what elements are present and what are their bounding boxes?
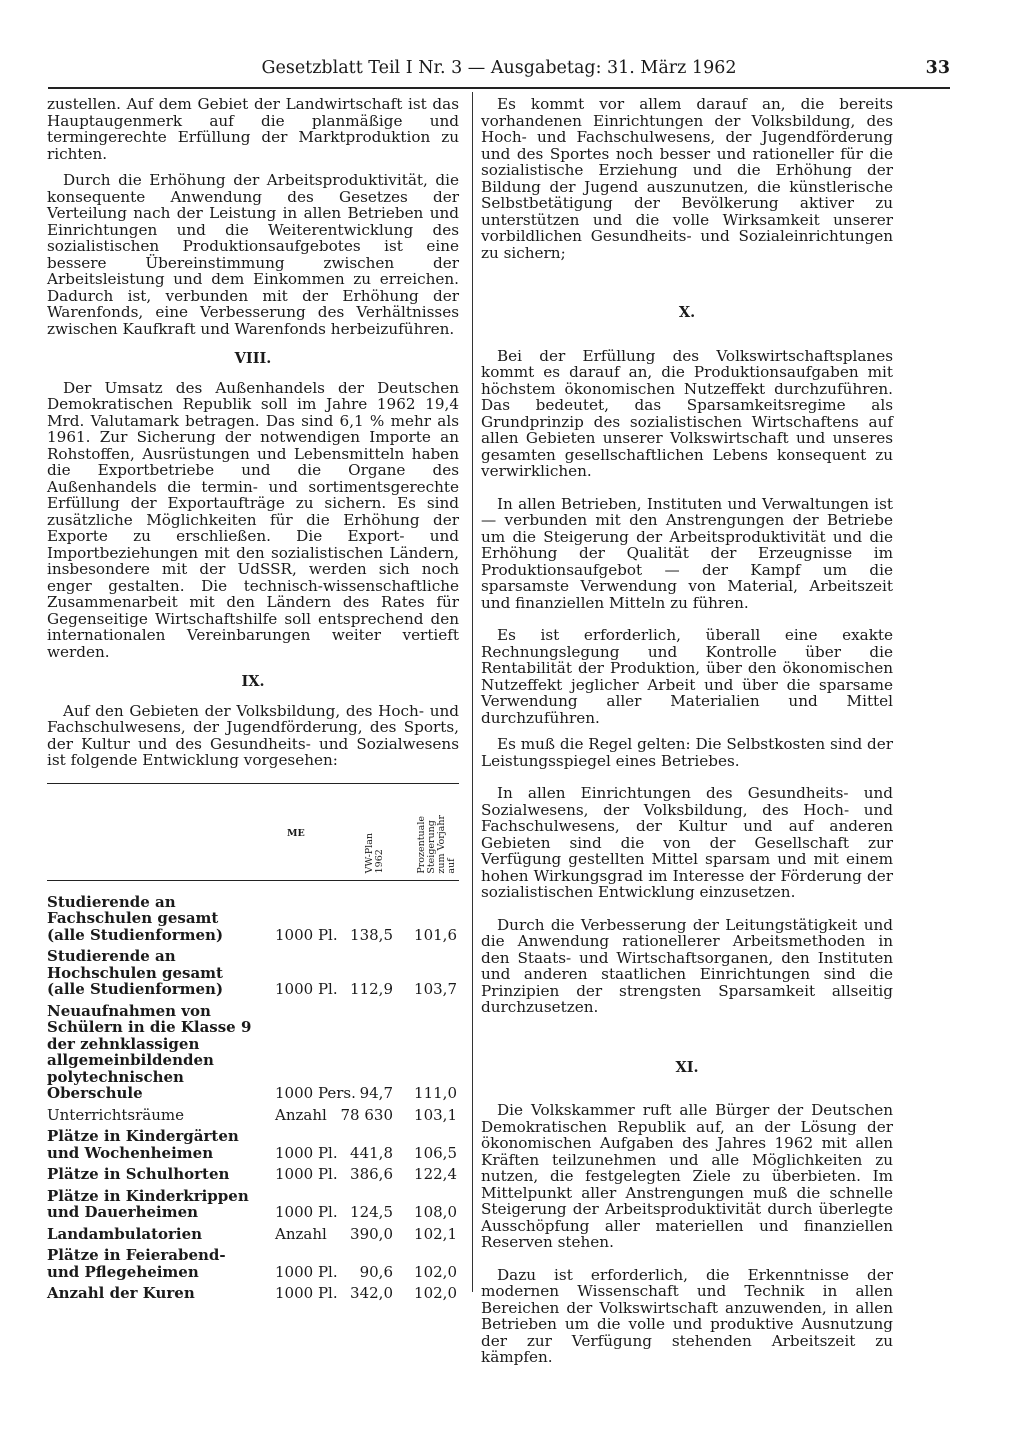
paragraph: Durch die Erhöhung der Arbeitsproduktivität, die konsequente Anwendung des Gesetzes der Verteilung nach der Leistung in allen Betrieben und Einrichtungen und die Weiterentwicklung des sozialistischen Produktionsaufgebotes ist eine bessere Übereinstimmung zwischen der Arbeitsleistung und dem Einkommen zu erreichen. Dadurch ist, verbunden mit der Erhöhung der Warenfonds, eine Verbesserung des Verhältnisses zwischen Kaufkraft und Warenfonds herbeizuführen. <box>47 171 459 338</box>
row-plan-value: 138,5 <box>350 925 393 944</box>
row-unit: 1000 Pl. <box>275 1284 338 1302</box>
row-percent-value: 103,1 <box>414 1105 457 1124</box>
section-heading-ix: IX. <box>241 673 265 690</box>
row-plan-value: 386,6 <box>350 1165 393 1183</box>
row-label: Landambulatorien <box>47 1224 203 1243</box>
row-plan-value: 390,0 <box>350 1224 393 1243</box>
table-header <box>47 784 459 881</box>
row-percent-value: 103,7 <box>414 980 457 998</box>
paragraph: Auf den Gebieten der Volksbildung, des Hoch- und Fachschulwesens, der Jugendförderung, des Sports, der Kultur und des Gesundheits- und Sozialwesens ist folgende Entwicklung vorgesehen: <box>47 701 459 769</box>
table-row <box>47 894 459 944</box>
row-unit: 1000 Pl. <box>275 1262 338 1281</box>
header-title: Gesetzblatt Teil I Nr. 3 — Ausgabetag: 31. März 1962 <box>261 58 737 78</box>
paragraph: Die Volkskammer ruft alle Bürger der Deutschen Demokratischen Republik auf, an der Lösung der ökonomischen Aufgaben des Jahres 1962 mit allen Kräften teilzunehmen und alle Möglichkeiten zu nutzen, die festgelegten Ziele zu überbieten. Im Mittelpunkt aller Anstrengungen muß die schnelle Steigerung der Arbeitsproduktivität durch überlegte Ausschöpfung aller materiellen und finanziellen Reserven stehen. <box>481 1101 893 1251</box>
paragraph: Es ist erforderlich, überall eine exakte Rechnungslegung und Kontrolle über die Rentabilität der Produktion, über den ökonomischen Nutzeffekt jeglicher Arbeit und über die sparsame Verwendung aller Materialien und Mittel durchzuführen. <box>481 626 893 727</box>
row-unit: 1000 Pl. <box>275 1165 338 1183</box>
paragraph: Durch die Verbesserung der Leitungstätigkeit und die Anwendung rationellerer Arbeitsmethoden in den Staats- und Wirtschaftsorganen, den Instituten und anderen staatlichen Einrichtungen sind die Prinzipien der strengsten Sparsamkeit allseitig durchzusetzen. <box>481 915 893 1016</box>
row-label: Plätze in Feierabend- und Pflegeheimen <box>47 1246 226 1281</box>
section-heading-x: X. <box>678 304 696 321</box>
page-number: 33 <box>925 58 950 78</box>
row-label: Unterrichtsräume <box>47 1105 185 1124</box>
column-divider <box>472 92 473 1292</box>
row-unit: 1000 Pl. <box>275 1143 338 1162</box>
table-row <box>47 1107 459 1124</box>
row-percent-value: 122,4 <box>414 1165 457 1183</box>
paragraph: Bei der Erfüllung des Volkswirtschaftsplanes kommt es darauf an, die Produktionsaufgaben mit höchstem ökonomischen Nutzeffekt durchzuführen. Das bedeutet, das Sparsamkeitsregime als Grundprinzip des sozialistischen Wirtschaftens auf allen Gebieten unserer Volkswirtschaft und unseres gesamten gesellschaftlichen Lebens konsequent zu verwirklichen. <box>481 346 893 480</box>
paragraph: In allen Einrichtungen des Gesundheits- und Sozialwesens, der Volksbildung, des Hoch- und Fachschulwesens, der Kultur und auf anderen Gebieten sind die von der Gesellschaft zur Verfügung gestellten Mittel sparsam und mit einem hohen Wirkungsgrad im Interesse der Förderung der sozialistischen Entwicklung einzusetzen. <box>481 784 893 901</box>
paragraph: zustellen. Auf dem Gebiet der Landwirtschaft ist das Hauptaugenmerk auf die planmäßige und termingerechte Erfüllung der Marktproduktion zu richten. <box>47 95 459 163</box>
table-row <box>47 1128 459 1161</box>
header-percent: Prozentuale Steigerung zum Vorjahr auf <box>416 814 457 874</box>
page-header <box>48 56 950 86</box>
row-plan-value: 124,5 <box>350 1203 393 1221</box>
row-percent-value: 102,0 <box>414 1284 457 1302</box>
row-percent-value: 102,0 <box>414 1262 457 1281</box>
row-label: Plätze in Kinderkrippen und Dauerheimen <box>47 1186 249 1221</box>
row-plan-value: 342,0 <box>350 1284 393 1302</box>
paragraph: In allen Betrieben, Instituten und Verwaltungen ist — verbunden mit den Anstrengungen der Betriebe um die Steigerung der Arbeitsproduktivität und die Erhöhung der Qualität der Erzeugnisse im Produktionsaufgebot — der Kampf um die sparsamste Verwendung von Material, Arbeitszeit und finanziellen Mitteln zu führen. <box>481 494 893 612</box>
row-label: Plätze in Schulhorten <box>47 1165 230 1183</box>
table-row <box>47 1247 459 1280</box>
row-unit: 1000 Pl. <box>275 925 338 944</box>
row-plan-value: 78 630 <box>340 1105 393 1124</box>
table-row <box>47 948 459 998</box>
paragraph: Dazu ist erforderlich, die Erkenntnisse der modernen Wissenschaft und Technik in allen Bereichen der Volkswirtschaft anzuwenden, in allen Betrieben um die volle und produktive Ausnutzung der zur Verfügung stehenden Arbeitszeit zu kämpfen. <box>481 1265 893 1366</box>
header-plan: VW-Plan 1962 <box>364 833 385 874</box>
table-row <box>47 1188 459 1221</box>
header-me: ME <box>287 827 305 839</box>
row-label: Neuaufnahmen von Schülern in die Klasse 9 der zehnklassigen allgemeinbildenden polytechnischen Oberschule <box>47 1001 252 1102</box>
table-body <box>47 881 459 1302</box>
row-percent-value: 102,1 <box>414 1224 457 1243</box>
table-row <box>47 1226 459 1243</box>
row-percent-value: 101,6 <box>414 925 457 944</box>
paragraph: Es kommt vor allem darauf an, die bereits vorhandenen Einrichtungen der Volksbildung, des Hoch- und Fachschulwesens, der Jugendförderung und des Sportes noch besser und rationeller für die sozialistische Erziehung und die Erhöhung der Bildung der Jugend auszunutzen, die künstlerische Selbstbetätigung der Bevölkerung aktiver zu unterstützen und die volle Wirksamkeit unserer vorbildlichen Gesundheits- und Sozialeinrichtungen zu sichern; <box>481 95 893 262</box>
table-row <box>47 1003 459 1102</box>
row-plan-value: 94,7 <box>359 1084 393 1102</box>
row-unit: Anzahl <box>275 1105 327 1124</box>
row-label: Anzahl der Kuren <box>47 1284 195 1302</box>
row-percent-value: 111,0 <box>414 1084 457 1102</box>
row-label: Studierende an Fachschulen gesamt (alle Studienformen) <box>47 892 224 944</box>
row-percent-value: 108,0 <box>414 1203 457 1221</box>
row-label: Plätze in Kindergärten und Wochenheimen <box>47 1127 239 1162</box>
paragraph: Der Umsatz des Außenhandels der Deutschen Demokratischen Republik soll im Jahre 1962 19,4 Mrd. Valutamark betragen. Das sind 6,1 % mehr als 1961. Zur Sicherung der notwendigen Importe an Rohstoffen, Ausrüstungen und Lebensmitteln haben die Exportbetriebe und die Organe des Außenhandels die termin- und sortimentsgerechte Erfüllung der Exportaufträge zu sichern. Es sind zusätzliche Möglichkeiten für die Erhöhung der Exporte zu erschließen. Die Export- und Importbeziehungen mit den sozialistischen Ländern, insbesondere mit der UdSSR, werden sich noch enger gestalten. Die technisch-wissenschaftliche Zusammenarbeit mit den Ländern des Rates für Gegenseitige Wirtschaftshilfe soll entsprechend den internationalen Vereinbarungen weiter vertieft werden. <box>47 378 459 661</box>
section-heading-xi: XI. <box>675 1058 699 1076</box>
left-column <box>47 96 459 1302</box>
row-unit: 1000 Pl. <box>275 1203 338 1221</box>
header-rule <box>48 87 950 89</box>
section-heading-viii: VIII. <box>234 350 272 367</box>
right-column <box>481 96 893 1376</box>
row-plan-value: 90,6 <box>359 1262 393 1281</box>
table-row <box>47 1285 459 1302</box>
paragraph: Es muß die Regel gelten: Die Selbstkosten sind der Leistungsspiegel eines Betriebes. <box>481 735 893 770</box>
row-label: Studierende an Hochschulen gesamt (alle Studienformen) <box>47 947 224 998</box>
table-row <box>47 1166 459 1183</box>
row-unit: 1000 Pers. <box>275 1084 356 1102</box>
statistics-table <box>47 783 459 1302</box>
row-plan-value: 112,9 <box>350 980 393 998</box>
row-unit: Anzahl <box>275 1224 327 1243</box>
row-unit: 1000 Pl. <box>275 980 338 998</box>
row-percent-value: 106,5 <box>414 1143 457 1162</box>
row-plan-value: 441,8 <box>350 1143 393 1162</box>
